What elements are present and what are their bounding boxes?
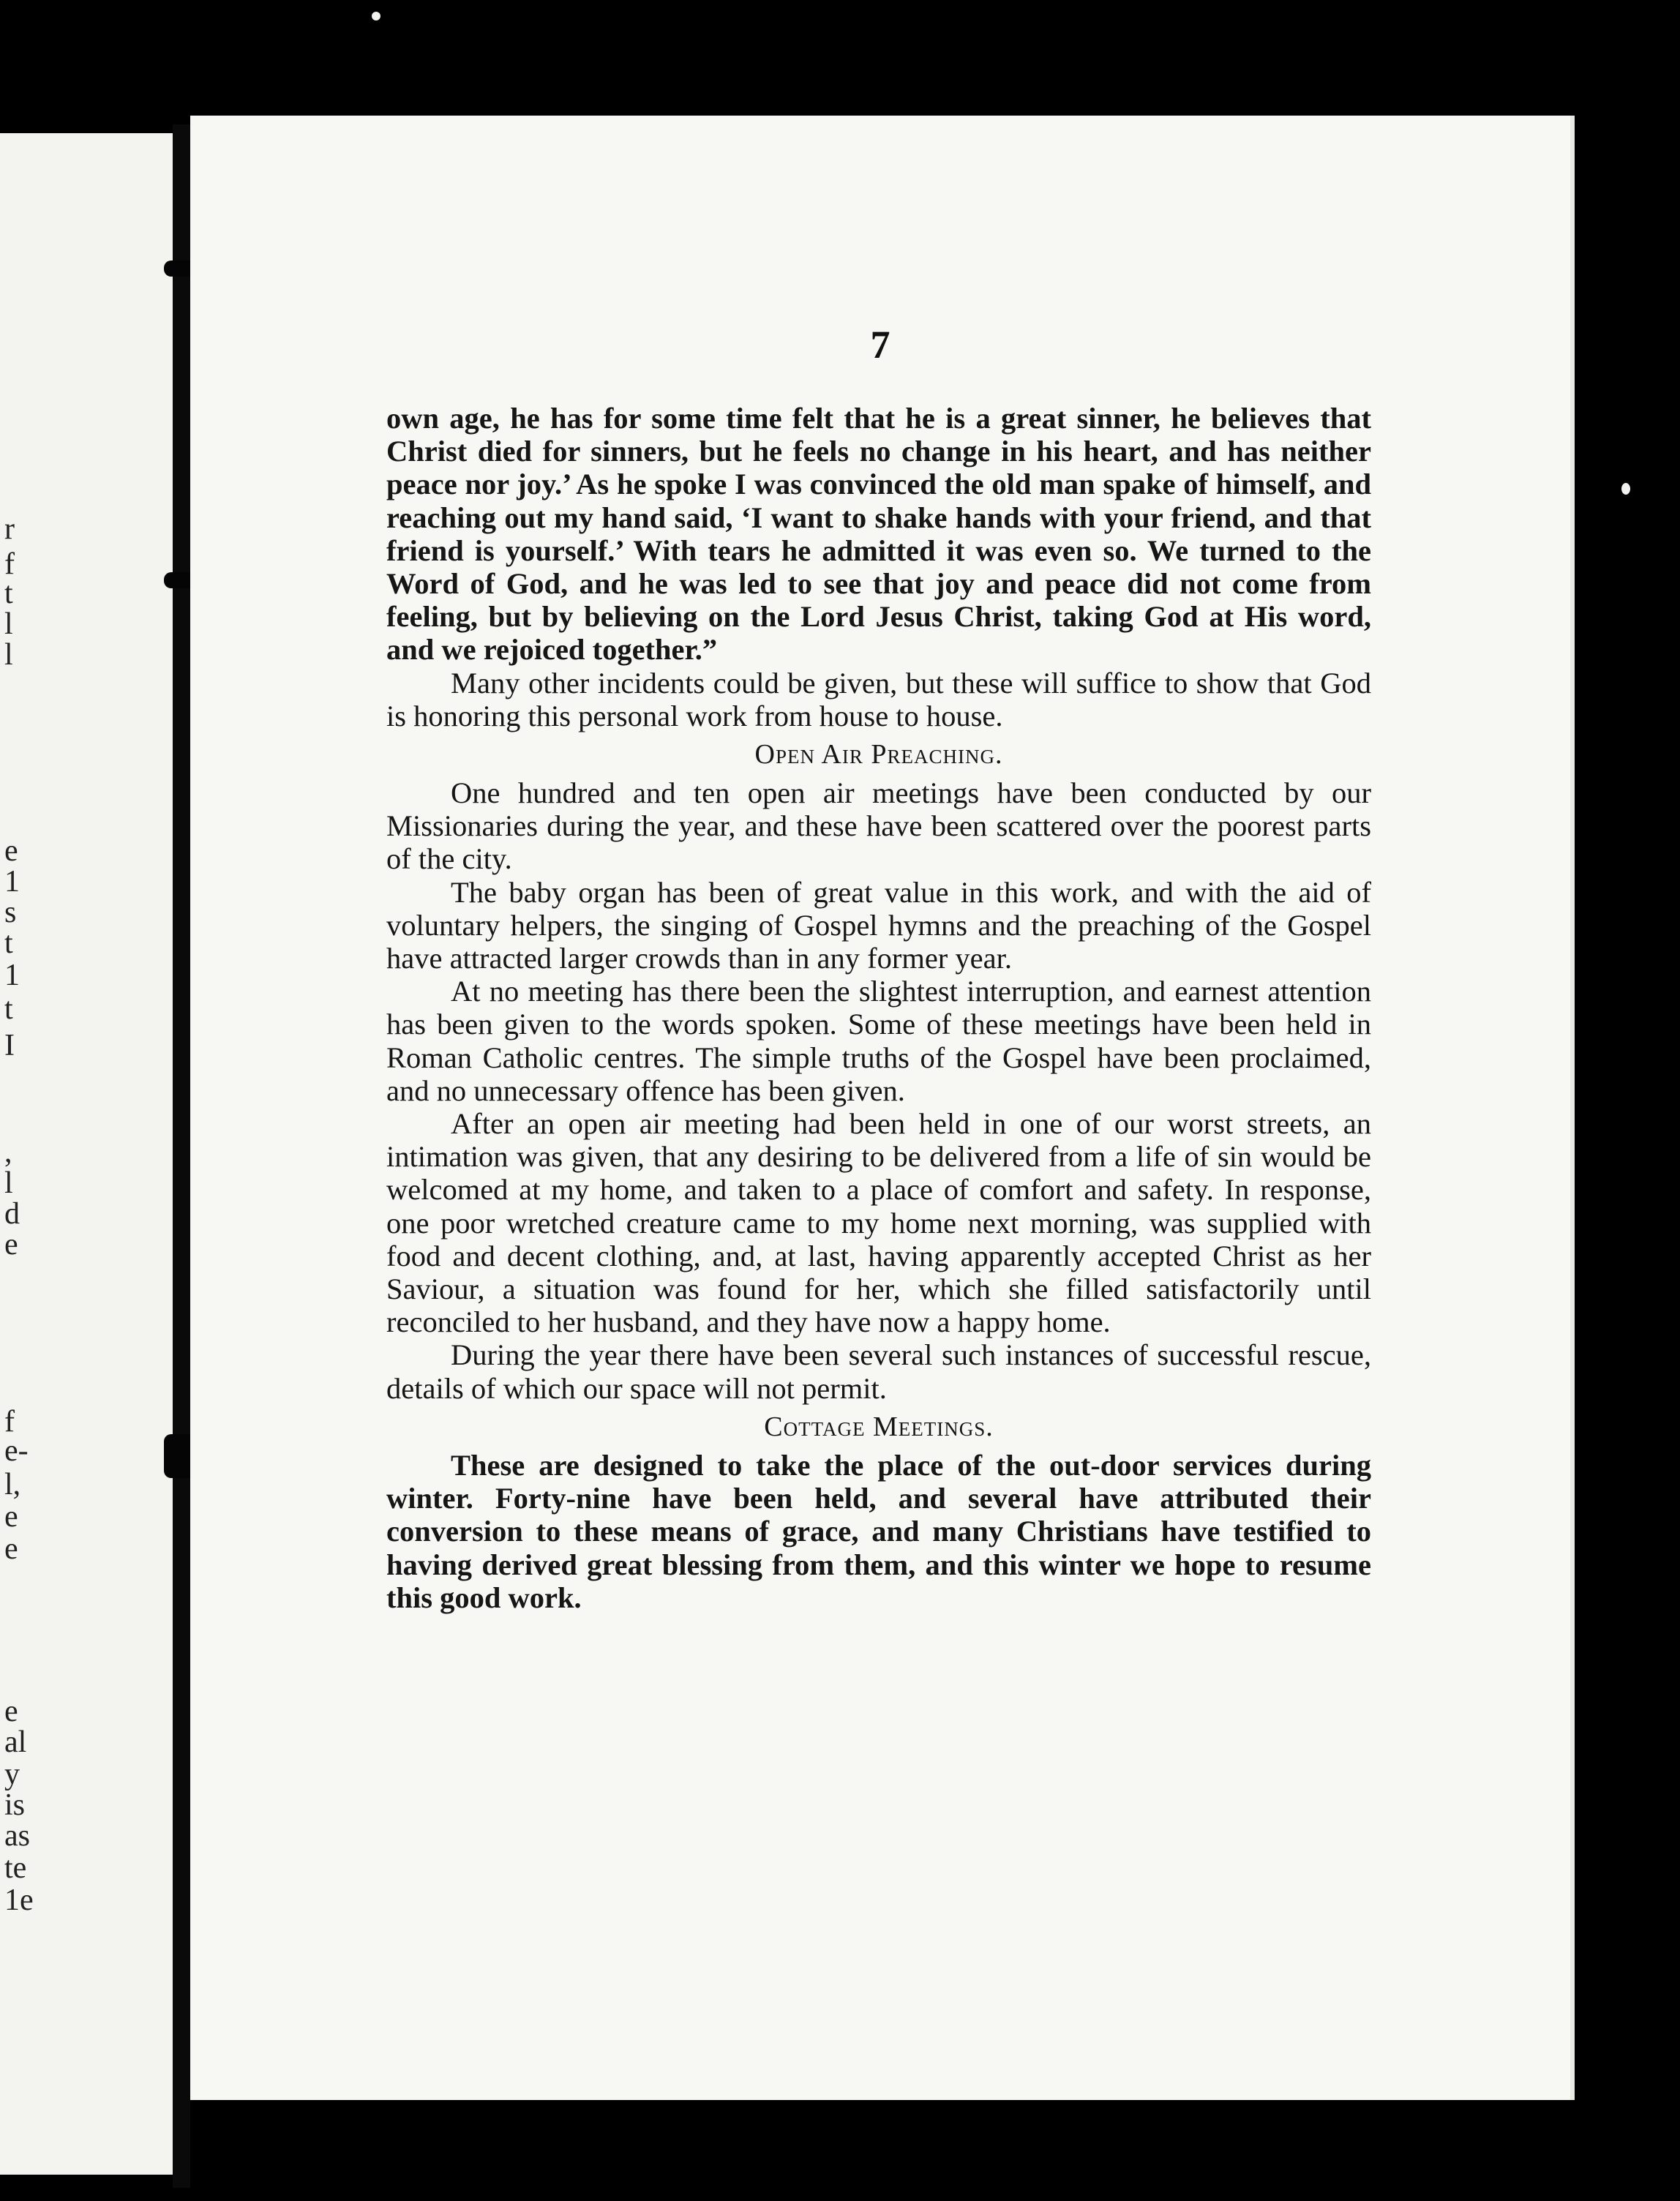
paragraph: These are designed to take the place of the out-door services during winter. Forty-nine have been held, and several have attributed their conversion to these means of grace, and many Christians have testified to having derived great blessing from them, and this winter we hope to resume this good work. [386,1448,1371,1614]
facing-page-fragment: y [4,1758,20,1791]
facing-page-fragment: e [4,834,18,868]
facing-page-fragment: e [4,1532,18,1566]
facing-page-fragment: 1 [4,865,20,899]
facing-page-fragment: 1 [4,959,20,992]
section-heading: Open Air Preaching. [754,739,1003,770]
book-spine [173,124,190,2188]
facing-page-fragment: l [4,638,13,672]
facing-page-fragment: r [4,512,15,546]
paragraph: At no meeting has there been the slightest interruption, and earnest attention has been given to the words spoken. Some of these meetings have been held in Roman Catholic centres. The simple truths of the Gospel have been proclaimed, and no unnecessary offence has been given. [386,975,1371,1107]
facing-page-fragment: is [4,1788,26,1822]
facing-page-fragment: 1e [4,1883,34,1917]
paragraph: own age, he has for some time felt that he is a great sinner, he believes that Christ died for sinners, but he feels no change in his heart, and has neither peace nor joy.’ As he spoke I was convinced the old man spake of himself, and reaching out my hand said, ‘I want to shake hands with your friend, and that friend is yourself.’ With tears he admitted it was even so. We turned to the Word of God, and he was led to see that joy and peace did not come from feeling, but by believing on the Lord Jesus Christ, taking God at His word, and we rejoiced together.” [386,402,1371,667]
facing-page-fragment: s [4,896,17,929]
facing-page-fragment: f [4,547,15,581]
facing-page-fragment: l, [4,1468,21,1501]
facing-page-fragment: e- [4,1434,29,1468]
facing-page-fragment: e [4,1228,18,1261]
facing-page-fragment: al [4,1725,27,1759]
section-heading: Cottage Meetings. [764,1411,994,1442]
page-number: 7 [870,323,890,367]
paragraph: During the year there have been several such instances of successful rescue, details of which our space will not permit. [386,1338,1371,1405]
facing-page-fragment: te [4,1851,27,1885]
paragraph: Many other incidents could be given, but these will suffice to show that God is honoring this personal work from house to house. [386,666,1371,732]
facing-page-fragment: t [4,926,13,960]
facing-page-fragment: t [4,992,13,1026]
facing-page-fragment: as [4,1819,30,1853]
facing-page-fragment: e [4,1695,18,1728]
facing-page-fragment: d [4,1197,20,1231]
facing-page-fragment: l [4,1166,13,1200]
facing-page-fragment: e [4,1500,18,1534]
facing-page-fragment: l [4,607,13,641]
facing-page-fragment: I [4,1029,15,1062]
facing-page-fragment: , [4,1136,12,1169]
paragraph: After an open air meeting had been held in one of our worst streets, an intimation was given, that any desiring to be delivered from a life of sin would be welcomed at my home, and taken to a place of comfort and safety. In response, one poor wretched creature came to my home next morning, was supplied with food and decent clothing, and, at last, having apparently accepted Christ as her Saviour, a situation was found for her, which she filled satisfactorily until reconciled to her husband, and they have now a happy home. [386,1107,1371,1339]
scan-speck [1621,483,1630,495]
facing-page-fragment: t [4,577,13,610]
page-text [386,402,1371,1614]
facing-page-edge [0,133,173,2175]
scan-speck [372,12,380,20]
facing-page-fragment: f [4,1405,15,1439]
paragraph: The baby organ has been of great value in this work, and with the aid of voluntary helpers, the singing of Gospel hymns and the preaching of the Gospel have attracted larger crowds than in any former year. [386,875,1371,975]
paragraph: One hundred and ten open air meetings have been conducted by our Missionaries during the year, and these have been scattered over the poorest parts of the city. [386,776,1371,876]
